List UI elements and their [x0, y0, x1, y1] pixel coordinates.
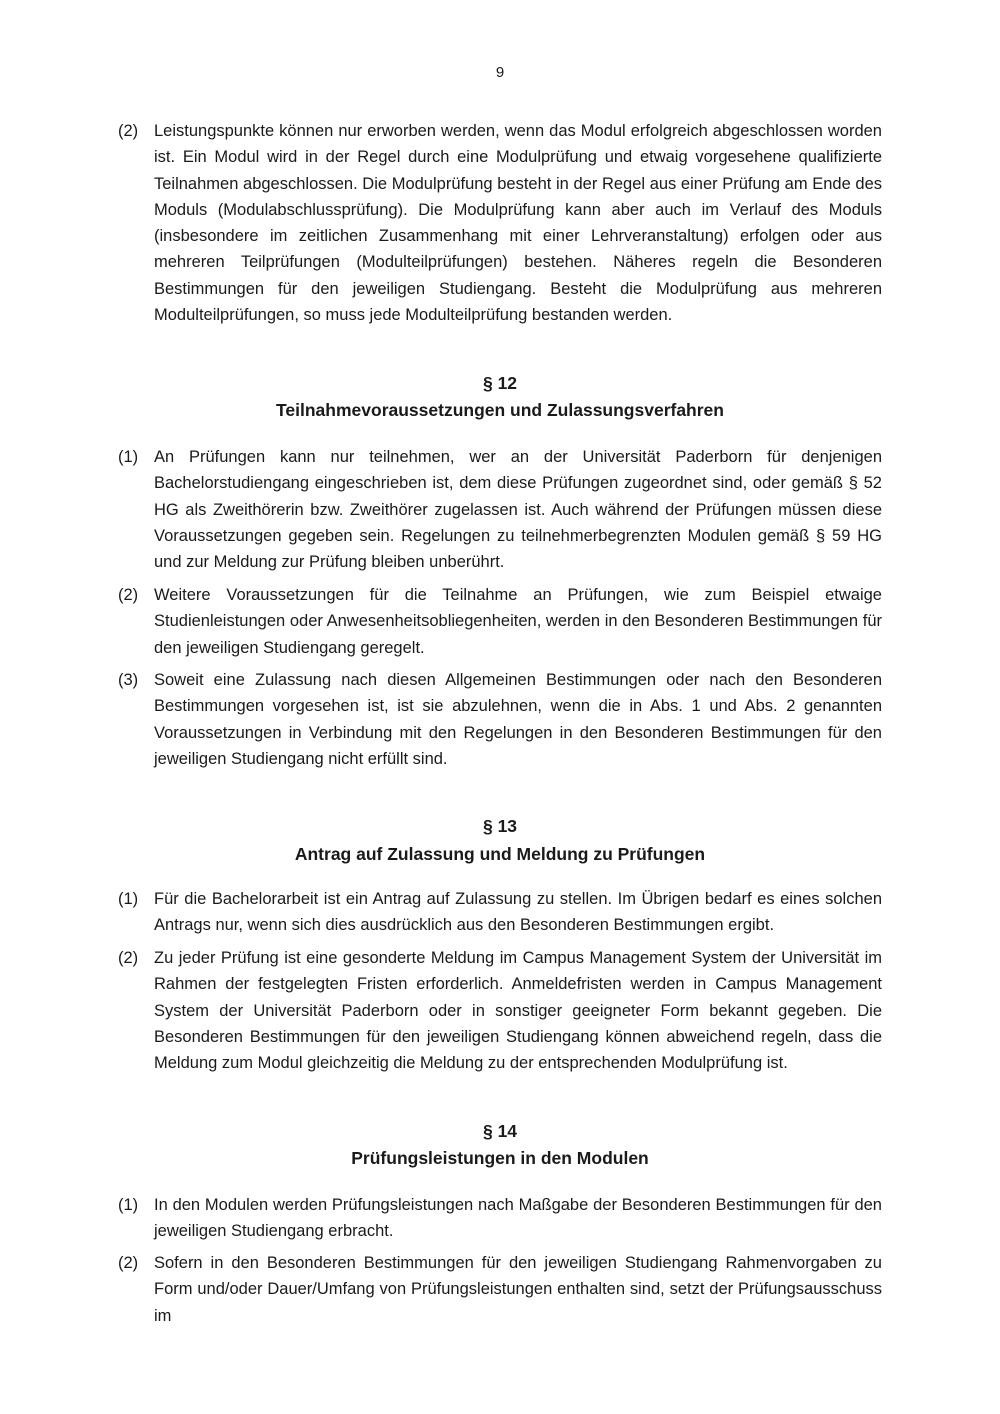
- paragraph-text: Soweit eine Zulassung nach diesen Allgemeinen Bestimmungen oder nach den Besonderen Bestimmungen vorgesehen ist, ist sie abzulehnen, wenn die in Abs. 1 und Abs. 2 genannten Voraussetzungen in Verbindung mit den Regelungen in den Besonderen Bestimmungen für den jeweiligen Studiengang nicht erfüllt sind.: [154, 671, 882, 768]
- section-12-paragraph-3: [118, 667, 882, 772]
- paragraph-number: (2): [118, 1254, 139, 1272]
- section-12-paragraph-2: [118, 582, 882, 661]
- section-14-paragraph-2: [118, 1250, 882, 1329]
- paragraph-number: (1): [118, 890, 139, 908]
- paragraph-text: Weitere Voraussetzungen für die Teilnahme an Prüfungen, wie zum Beispiel etwaige Studienleistungen oder Anwesenheitsobliegenheiten, werden in den Besonderen Bestimmungen für den jeweiligen Studiengang geregelt.: [154, 586, 882, 657]
- paragraph-text: Für die Bachelorarbeit ist ein Antrag auf Zulassung zu stellen. Im Übrigen bedarf es eines solchen Antrags nur, wenn sich dies ausdrücklich aus den Besonderen Bestimmungen ergibt.: [154, 890, 882, 935]
- paragraph-text: In den Modulen werden Prüfungsleistungen nach Maßgabe der Besonderen Bestimmungen für den jeweiligen Studiengang erbracht.: [154, 1196, 882, 1241]
- paragraph-number: (2): [118, 122, 139, 140]
- paragraph-text: Leistungspunkte können nur erworben werden, wenn das Modul erfolgreich abgeschlossen worden ist. Ein Modul wird in der Regel durch eine Modulprüfung und etwaig vorgesehene qualifizierte Teilnahmen abgeschlossen. Die Modulprüfung besteht in der Regel aus einer Prüfung am Ende des Moduls (Modulabschlussprüfung). Die Modulprüfung kann aber auch im Verlauf des Moduls (insbesondere im zeitlichen Zusammenhang mit einer Lehrveranstaltung) erfolgen oder aus mehreren Teilprüfungen (Modulteilprüfungen) bestehen. Näheres regeln die Besonderen Bestimmungen für den jeweiligen Studiengang. Besteht die Modulprüfung aus mehreren Modulteilprüfungen, so muss jede Modulteilprüfung bestanden werden.: [154, 122, 882, 325]
- paragraph-number: (2): [118, 949, 139, 967]
- paragraph-number: (2): [118, 586, 139, 604]
- page-number: 9: [495, 64, 505, 81]
- section-12-paragraph-1: [118, 444, 882, 575]
- section-13-paragraph-1: [118, 886, 882, 939]
- section-12-symbol: § 12: [482, 373, 518, 393]
- section-12-title: Teilnahmevoraussetzungen und Zulassungsverfahren: [276, 400, 724, 420]
- section-13-title: Antrag auf Zulassung und Meldung zu Prüfungen: [294, 844, 706, 864]
- section-14-paragraph-1: [118, 1192, 882, 1245]
- section-13-symbol: § 13: [482, 816, 518, 836]
- paragraph-text: Sofern in den Besonderen Bestimmungen für den jeweiligen Studiengang Rahmenvorgaben zu Form und/oder Dauer/Umfang von Prüfungsleistungen enthalten sind, setzt der Prüfungsausschuss im: [154, 1254, 882, 1325]
- paragraph-number: (1): [118, 448, 139, 466]
- paragraph-text: Zu jeder Prüfung ist eine gesonderte Meldung im Campus Management System der Universität im Rahmen der festgelegten Fristen erforderlich. Anmeldefristen werden in Campus Management System der Universität Paderborn oder in sonstiger geeigneter Form bekannt gegeben. Die Besonderen Bestimmungen für den jeweiligen Studiengang können abweichend regeln, dass die Meldung zum Modul gleichzeitig die Meldung zu der entsprechenden Modulprüfung ist.: [154, 949, 882, 1073]
- section-14-title: Prüfungsleistungen in den Modulen: [351, 1148, 649, 1168]
- paragraph-number: (3): [118, 671, 139, 689]
- section-13-paragraph-2: [118, 945, 882, 1076]
- section-14-symbol: § 14: [482, 1121, 518, 1141]
- paragraph-text: An Prüfungen kann nur teilnehmen, wer an der Universität Paderborn für denjenigen Bachelorstudiengang eingeschrieben ist, dem diese Prüfungen zugeordnet sind, oder gemäß § 52 HG als Zweithörerin bzw. Zweithörer zugelassen ist. Auch während der Prüfungen müssen diese Voraussetzungen gegeben sein. Regelungen zu teilnehmerbegrenzten Modulen gemäß § 59 HG und zur Meldung zur Prüfung bleiben unberührt.: [154, 448, 882, 572]
- paragraph-number: (1): [118, 1196, 139, 1214]
- paragraph-intro-2: [118, 118, 882, 328]
